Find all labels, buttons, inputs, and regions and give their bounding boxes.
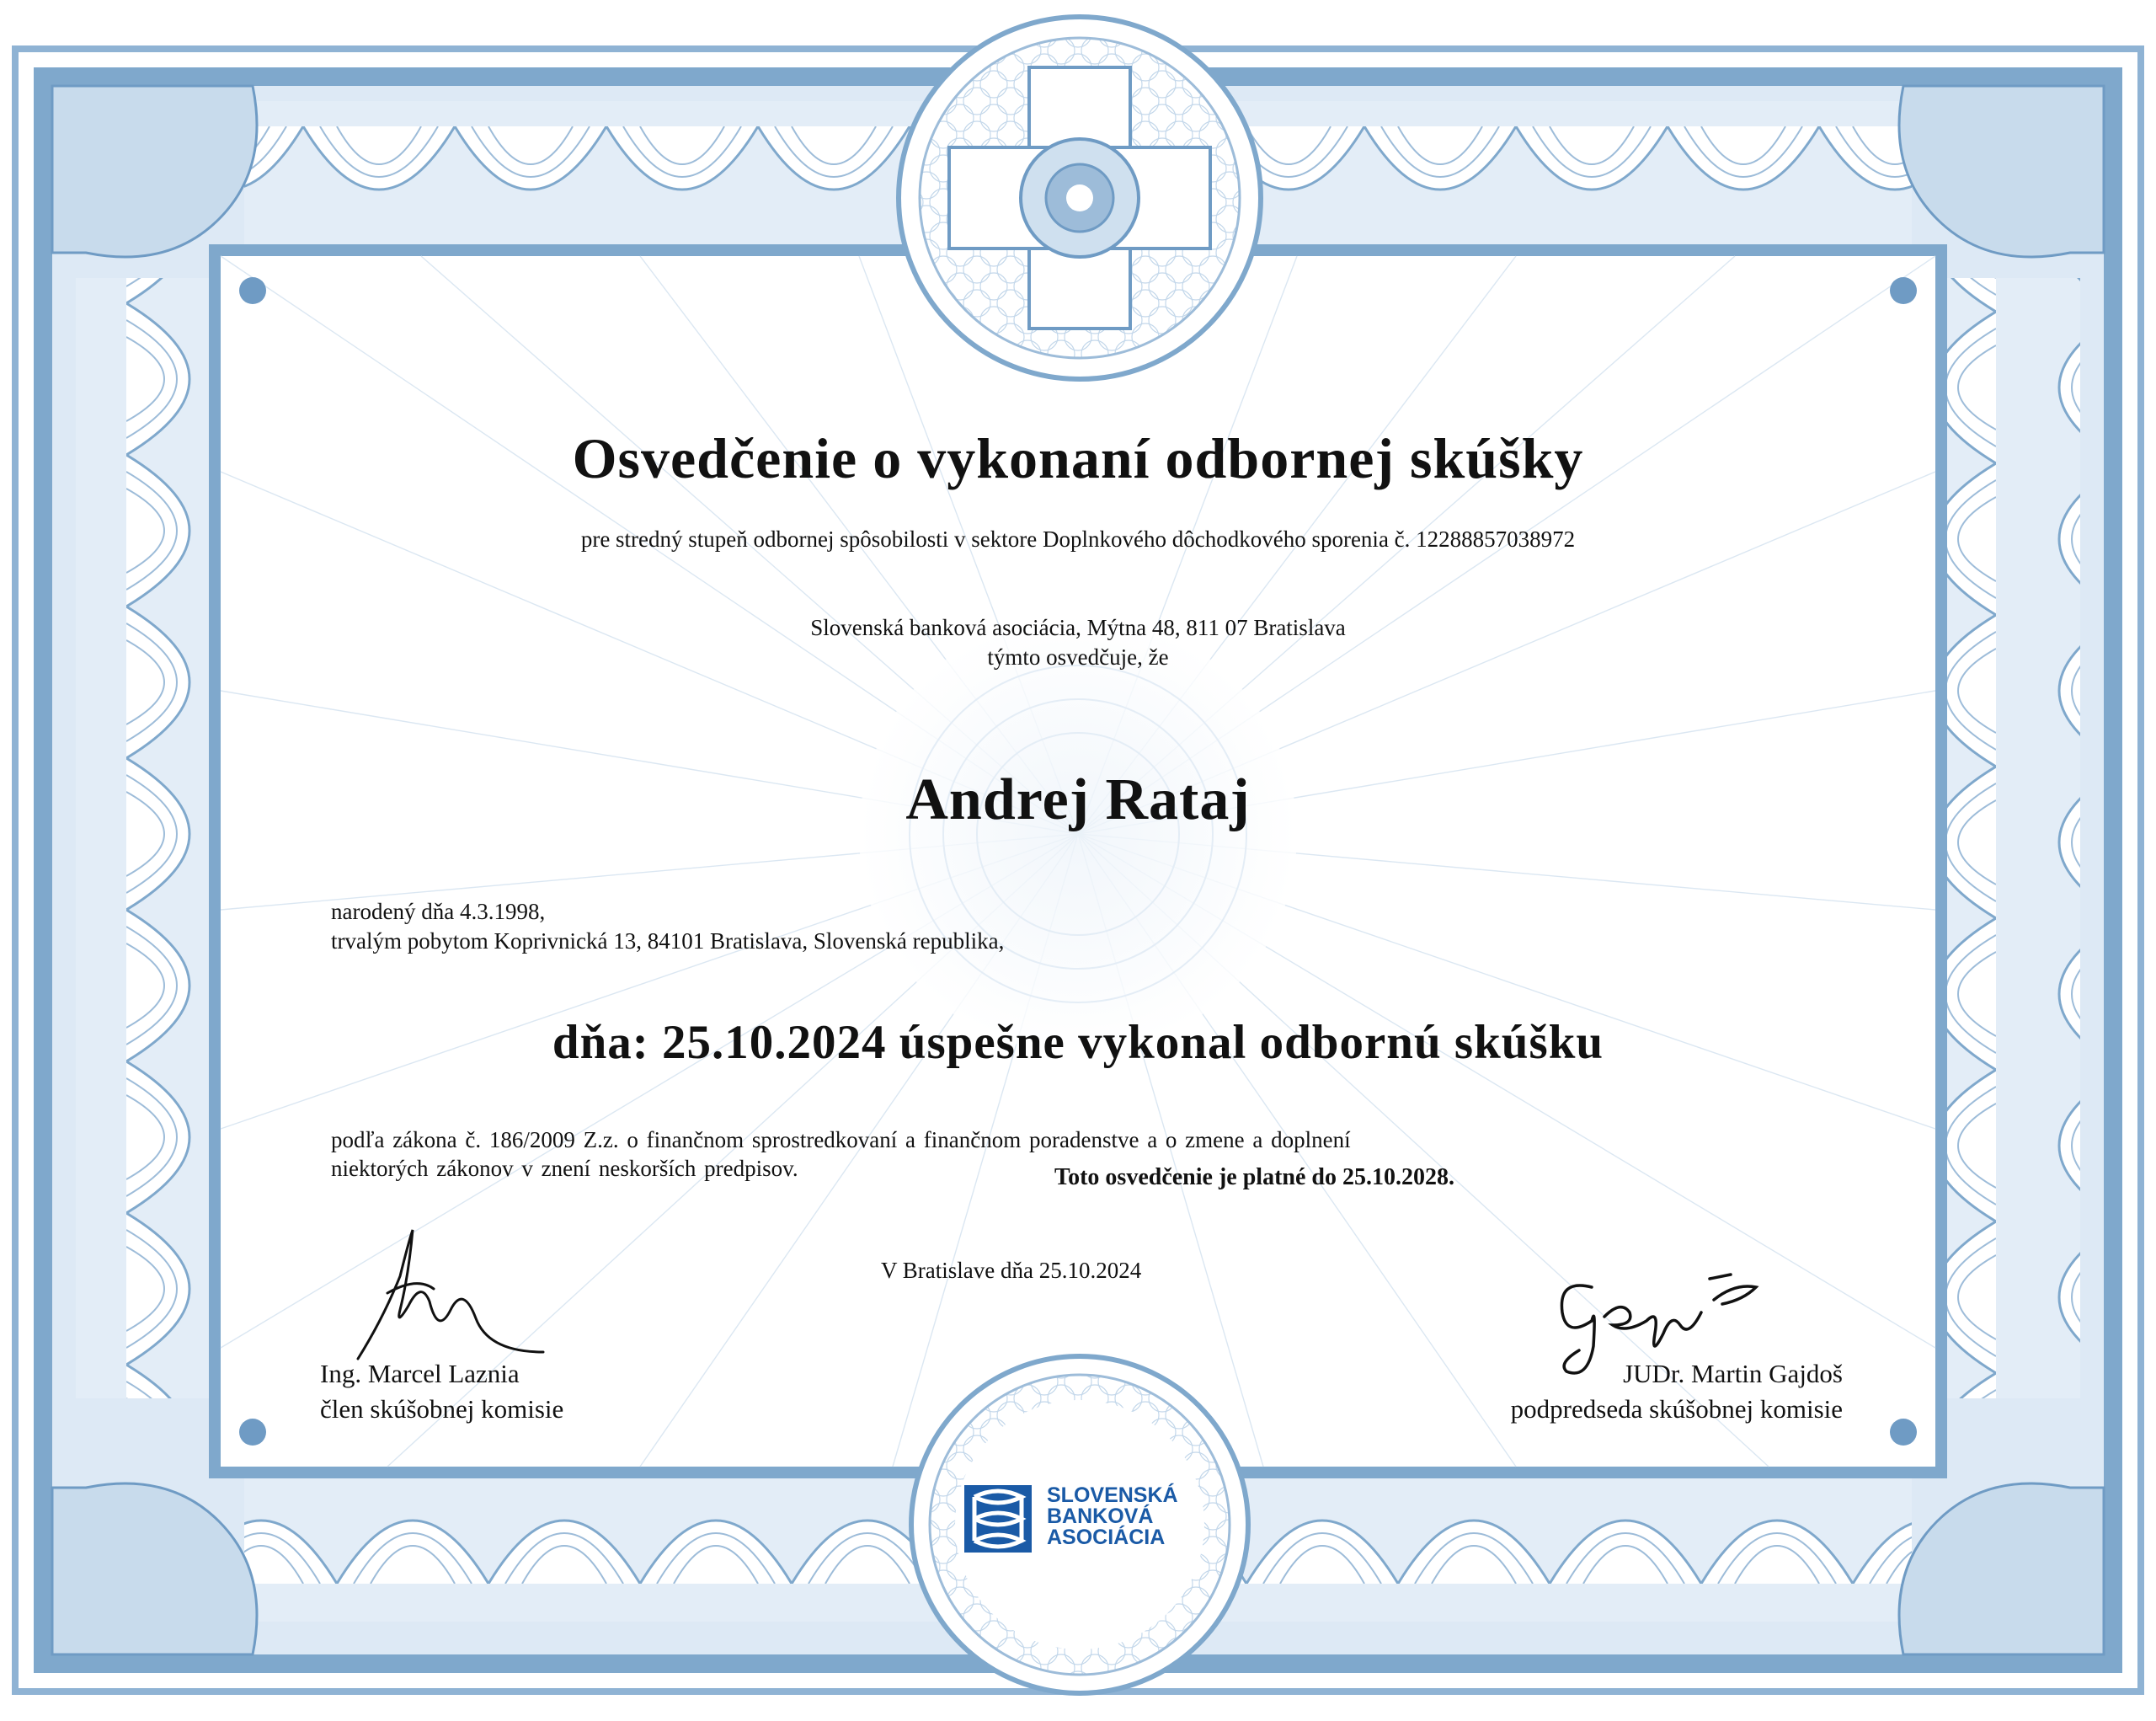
certificate-title: Osvedčenie o vykonaní odbornej skúšky — [572, 426, 1584, 490]
certifies-line: týmto osvedčuje, že — [987, 644, 1169, 670]
law-line-2: niektorých zákonov v znení neskorších predpisov. — [331, 1156, 798, 1181]
right-signatory-role: podpredseda skúšobnej komisie — [1510, 1394, 1843, 1424]
certificate-subtitle: pre stredný stupeň odbornej spôsobilosti v sektore Doplnkového dôchodkového sporenia č. 12288857038972 — [580, 526, 1576, 552]
residence-line: trvalým pobytom Koprivnická 13, 84101 Bratislava, Slovenská republika, — [331, 928, 1005, 954]
sba-logo-text — [1047, 1485, 1178, 1548]
sba-logo-icon — [964, 1485, 1032, 1553]
issuer-line: Slovenská banková asociácia, Mýtna 48, 811 07 Bratislava — [810, 615, 1346, 640]
law-line-1: podľa zákona č. 186/2009 Z.z. o finančnom sprostredkovaní a finančnom poradenstve a o zmene a doplnení — [331, 1127, 1351, 1152]
logo-line-2: BANKOVÁ — [1047, 1505, 1154, 1528]
left-signature — [350, 1226, 552, 1360]
logo-line-3: ASOCIÁCIA — [1047, 1526, 1166, 1549]
left-signatory-name: Ing. Marcel Laznia — [320, 1359, 520, 1388]
place-date: V Bratislave dňa 25.10.2024 — [881, 1258, 1142, 1283]
holder-name: Andrej Rataj — [905, 767, 1251, 832]
right-signatory-name: JUDr. Martin Gajdoš — [1623, 1359, 1843, 1388]
sba-logo — [964, 1485, 1200, 1553]
birth-line: narodený dňa 4.3.1998, — [331, 899, 546, 924]
logo-line-1: SLOVENSKÁ — [1047, 1483, 1178, 1507]
exam-passed-line: dňa: 25.10.2024 úspešne vykonal odbornú skúšku — [552, 1016, 1604, 1069]
validity-line: Toto osvedčenie je platné do 25.10.2028. — [1054, 1164, 1454, 1190]
left-signatory-role: člen skúšobnej komisie — [320, 1394, 564, 1424]
